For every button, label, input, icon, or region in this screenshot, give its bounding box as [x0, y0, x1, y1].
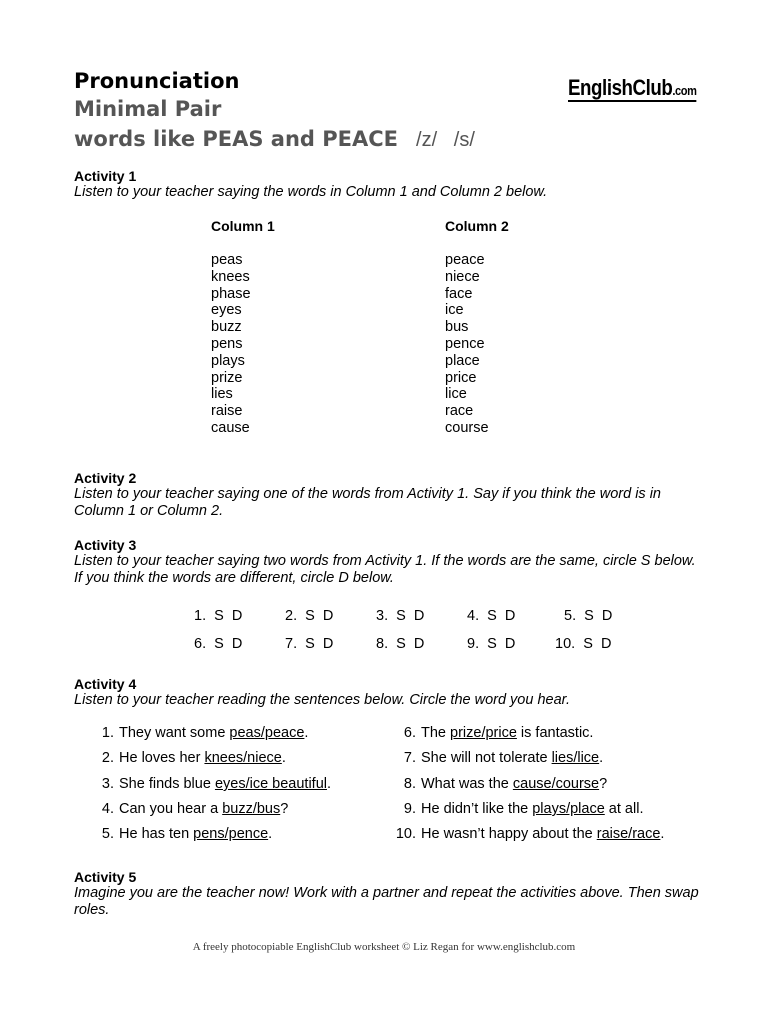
sentence-text-end: .	[304, 725, 309, 741]
word-item: plays	[211, 352, 245, 369]
sentence-item	[394, 801, 643, 818]
sd-item[interactable]: 6. S D	[194, 636, 243, 652]
word-item: raise	[211, 403, 243, 420]
sentence-text-end: at all.	[604, 801, 644, 817]
word-item: peas	[211, 252, 243, 268]
word-choice[interactable]: eyes/ice beautiful	[214, 776, 327, 792]
word-item: buzz	[211, 319, 242, 336]
sentence-number: 6.	[403, 725, 416, 741]
subtitle-words: words like PEAS and PEACE	[74, 127, 399, 151]
englishclub-logo	[568, 75, 696, 101]
sentence-text: She will not tolerate	[421, 750, 552, 766]
word-item: bus	[445, 319, 469, 336]
word-choice[interactable]: prize/price	[450, 725, 517, 741]
column1-word-list	[211, 252, 251, 437]
activity3-title: Activity 3	[74, 537, 137, 553]
logo-suffix: .com	[672, 83, 697, 98]
word-item: ice	[445, 302, 464, 319]
activity1-title: Activity 1	[74, 168, 137, 184]
word-item: peace	[445, 252, 485, 268]
column2-header: Column 2	[445, 218, 509, 234]
sentence-item	[394, 826, 664, 843]
sentence-item	[92, 826, 272, 843]
sentence-number: 1.	[101, 725, 114, 741]
sentence-number: 4.	[101, 801, 114, 817]
word-choice[interactable]: buzz/bus	[222, 801, 281, 817]
sentence-item	[92, 750, 286, 767]
page-title: Pronunciation	[74, 69, 240, 93]
word-item: lice	[445, 386, 467, 403]
sentence-text-end: .	[326, 776, 332, 792]
word-item: pence	[445, 335, 485, 352]
word-choice[interactable]: lies/lice	[551, 750, 600, 766]
sentence-text-end: .	[660, 826, 665, 842]
sentence-number: 5.	[101, 826, 114, 842]
activity4-title: Activity 4	[74, 676, 137, 692]
sentence-text: He didn’t like the	[421, 801, 533, 817]
word-choice[interactable]: raise/race	[596, 826, 661, 842]
activity1-text: Listen to your teacher saying the words in Column 1 and Column 2 below.	[74, 184, 548, 200]
sentence-text: What was the	[421, 776, 513, 792]
sentence-text-end: ?	[280, 801, 289, 817]
sd-item[interactable]: 8. S D	[376, 636, 425, 652]
logo-main: EnglishClub	[568, 75, 673, 100]
sentence-text-end: .	[281, 750, 286, 766]
sentence-item	[394, 750, 603, 767]
word-item: course	[445, 419, 489, 436]
activity5-title: Activity 5	[74, 869, 137, 885]
word-item: prize	[211, 369, 243, 386]
sd-item[interactable]: 10. S D	[555, 636, 612, 652]
sd-item[interactable]: 3. S D	[376, 608, 425, 624]
sentence-number: 7.	[403, 750, 416, 766]
word-item: cause	[211, 419, 250, 436]
word-choice[interactable]: plays/place	[532, 801, 605, 817]
word-item: knees	[211, 268, 250, 285]
activity2-text: Listen to your teacher saying one of the words from Activity 1. Say if you think the word is in Column 1 or Column 2.	[74, 486, 661, 519]
word-choice[interactable]: cause/course	[512, 776, 600, 792]
word-item: eyes	[211, 302, 242, 319]
sentence-item	[394, 725, 593, 742]
sentence-text: The	[421, 725, 451, 741]
word-choice[interactable]: knees/niece	[204, 750, 282, 766]
activity5-text: Imagine you are the teacher now! Work with a partner and repeat the activities above. Then swap roles.	[74, 885, 699, 918]
column1-header: Column 1	[211, 218, 275, 234]
word-choice[interactable]: peas/peace	[229, 725, 305, 741]
sentence-number: 8.	[403, 776, 416, 792]
word-item: face	[445, 285, 473, 302]
sentence-text-end: .	[268, 826, 273, 842]
sentence-text: They want some	[119, 725, 230, 741]
sentence-text-end: ?	[599, 776, 608, 792]
word-item: phase	[211, 285, 251, 302]
word-choice[interactable]: pens/pence	[193, 826, 269, 842]
sentence-number: 10.	[395, 826, 416, 842]
activity4-text: Listen to your teacher reading the sentences below. Circle the word you hear.	[74, 692, 570, 708]
column2-word-list	[445, 252, 489, 437]
sd-item[interactable]: 5. S D	[564, 608, 613, 624]
sentence-number: 9.	[403, 801, 416, 817]
word-item: niece	[445, 268, 480, 285]
sd-item[interactable]: 9. S D	[467, 636, 516, 652]
sd-item[interactable]: 4. S D	[467, 608, 516, 624]
activity3-text: Listen to your teacher saying two words from Activity 1. If the words are the same, circle S below. If you think the words are different, circle D below.	[74, 553, 696, 586]
sentence-item	[92, 776, 331, 793]
sd-item[interactable]: 7. S D	[285, 636, 334, 652]
activity2-title: Activity 2	[74, 470, 137, 486]
page-subtitle-2	[74, 126, 475, 154]
sd-item[interactable]: 2. S D	[285, 608, 334, 624]
word-item: price	[445, 369, 477, 386]
ipa-symbols: /z/ /s/	[416, 129, 475, 151]
sentence-text-end: .	[599, 750, 604, 766]
sentence-number: 2.	[101, 750, 114, 766]
sentence-text: He loves her	[119, 750, 205, 766]
sentence-item	[92, 801, 288, 818]
word-item: pens	[211, 335, 243, 352]
sentence-item	[92, 725, 308, 742]
sentence-text: He wasn’t happy about the	[421, 826, 597, 842]
footer-credit: A freely photocopiable EnglishClub worksheet © Liz Regan for www.englishclub.com	[192, 941, 576, 953]
sentence-item	[394, 776, 607, 793]
sentence-text: Can you hear a	[119, 801, 223, 817]
word-item: place	[445, 352, 480, 369]
sentence-text: She finds blue	[119, 776, 215, 792]
page-subtitle: Minimal Pair	[74, 97, 222, 121]
word-item: race	[445, 403, 474, 420]
sd-item[interactable]: 1. S D	[194, 608, 243, 624]
sentence-text-end: is fantastic.	[516, 725, 594, 741]
word-item: lies	[211, 386, 233, 403]
sentence-text: He has ten	[119, 826, 194, 842]
sentence-number: 3.	[101, 776, 114, 792]
